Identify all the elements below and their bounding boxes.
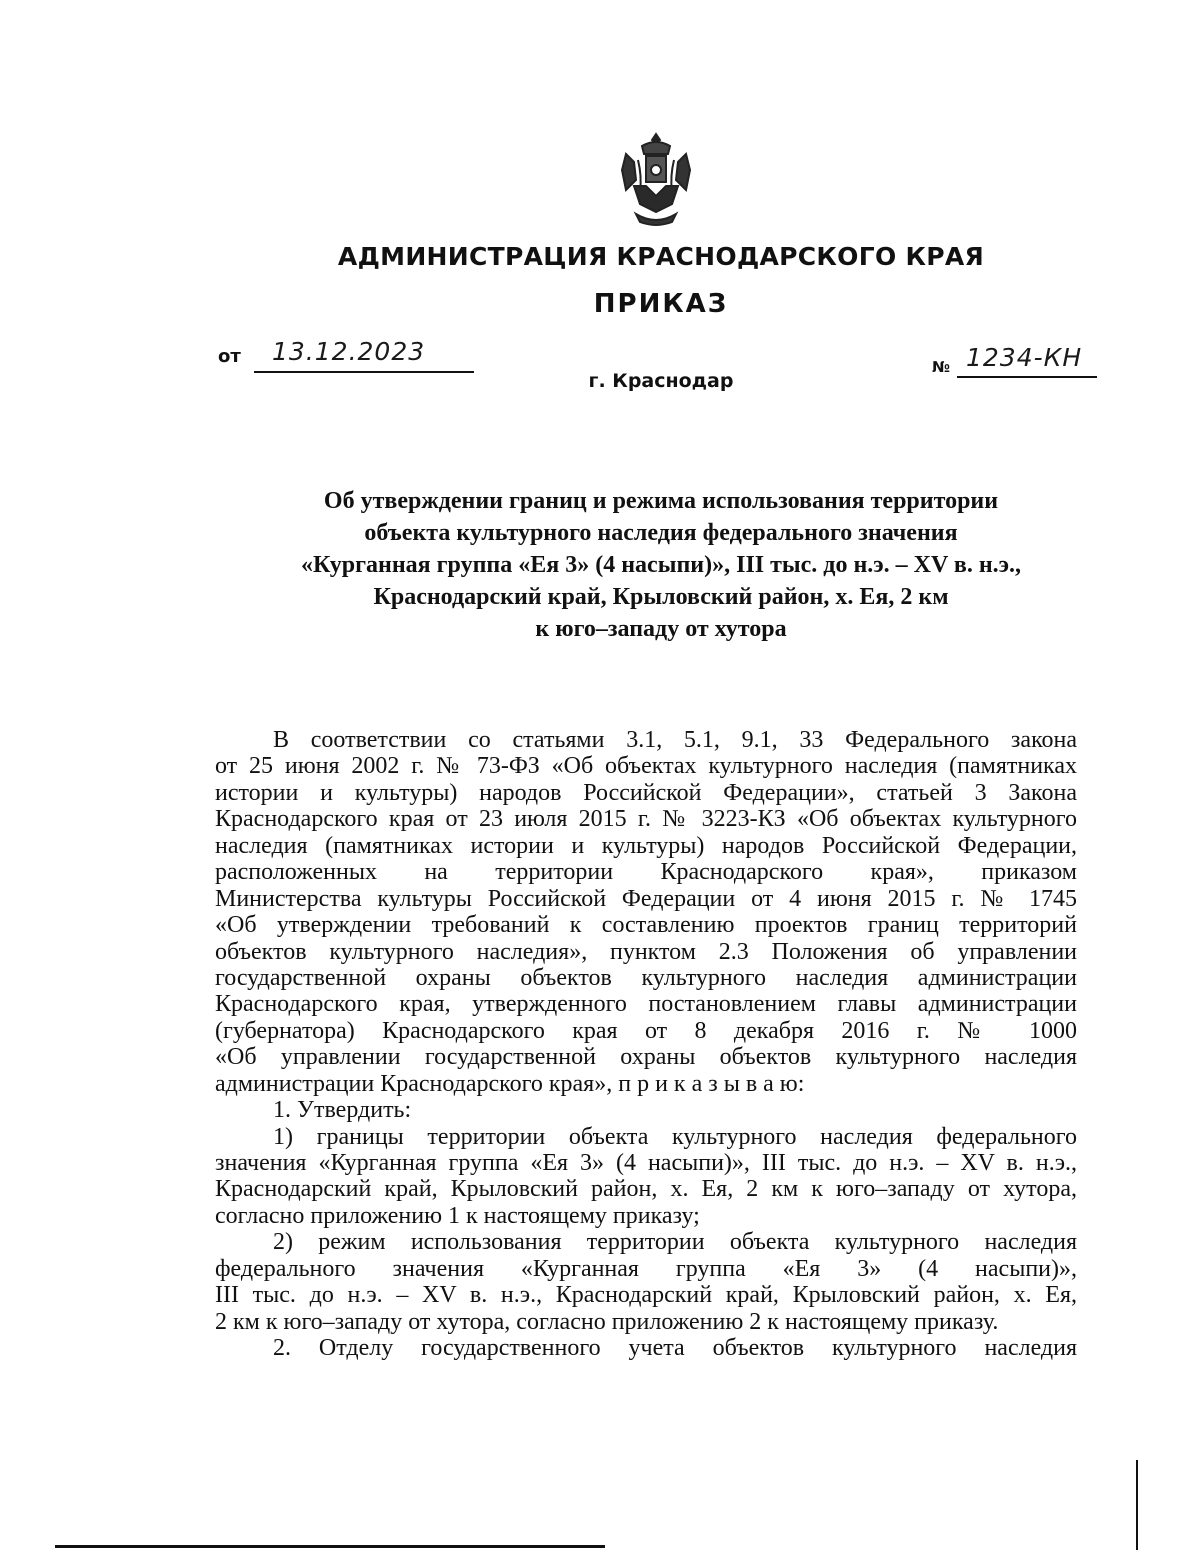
body-line: государственной охраны объектов культурного наследия администрации [215, 964, 1077, 991]
scan-edge-line [1136, 1460, 1138, 1550]
body-line: 1. Утвердить: [273, 1097, 412, 1124]
body-line: значения «Курганная группа «Ея 3» (4 насыпи)», III тыс. до н.э. – XV в. н.э., [215, 1150, 1077, 1176]
document-title [200, 485, 1122, 645]
body-line: (губернатора) Краснодарского края от 8 декабря 2016 г. № 1000 [215, 1017, 1077, 1044]
city: г. Краснодар [588, 370, 734, 392]
document-type: ПРИКАЗ [593, 289, 729, 319]
title-line: к юго–западу от хутора [535, 616, 787, 642]
coat-of-arms-emblem [612, 130, 700, 228]
body-line: наследия (памятниках истории и культуры) народов Российской Федерации, [215, 832, 1077, 859]
title-line: Краснодарский край, Крыловский район, х. Ея, 2 км [373, 584, 949, 610]
title-line: Об утверждении границ и режима использования территории [323, 488, 999, 514]
body-line: Краснодарского края от 23 июля 2015 г. № 3223-КЗ «Об объектах культурного [215, 806, 1077, 833]
body-line: «Об утверждении требований к составлению проектов границ территорий [215, 912, 1077, 939]
body-line: 2 км к юго–западу от хутора, согласно приложению 2 к настоящему приказу. [215, 1308, 999, 1335]
title-line: объекта культурного наследия федерального значения [364, 520, 958, 546]
scan-edge-line [55, 1545, 605, 1548]
body-line: 2. Отделу государственного учета объектов культурного наследия [273, 1335, 1077, 1362]
body-line: 2) режим использования территории объекта культурного наследия [273, 1229, 1077, 1256]
body-line: согласно приложению 1 к настоящему приказу; [215, 1202, 700, 1229]
body-line: объектов культурного наследия», пунктом 2.3 Положения об управлении [215, 938, 1077, 965]
body-line: Краснодарского края, утвержденного постановлением главы администрации [215, 991, 1077, 1018]
body-line: 1) границы территории объекта культурного наследия федерального [273, 1123, 1077, 1150]
title-line: «Курганная группа «Ея 3» (4 насыпи)», III тыс. до н.э. – XV в. н.э., [300, 552, 1022, 578]
number-label: № [932, 358, 951, 376]
date-value: 13.12.2023 [272, 337, 426, 366]
body-line: от 25 июня 2002 г. № 73-ФЗ «Об объектах культурного наследия (памятниках [215, 753, 1077, 780]
date-label: от [218, 346, 241, 367]
document-body [215, 727, 1077, 1362]
organization-name: АДМИНИСТРАЦИЯ КРАСНОДАРСКОГО КРАЯ [337, 242, 985, 271]
body-line: расположенных на территории Краснодарского края», приказом [215, 859, 1077, 886]
number-value: 1234-КН [966, 343, 1083, 372]
body-line: Министерства культуры Российской Федерации от 4 июня 2015 г. № 1745 [215, 885, 1077, 912]
body-line: администрации Краснодарского края», п р и к а з ы в а ю: [215, 1070, 805, 1097]
body-line: федерального значения «Курганная группа «Ея 3» (4 насыпи)», [215, 1255, 1077, 1282]
body-line: III тыс. до н.э. – XV в. н.э., Краснодарский край, Крыловский район, х. Ея, [215, 1282, 1077, 1309]
body-line: истории и культуры) народов Российской Федерации», статьей 3 Закона [215, 779, 1077, 806]
body-line: Краснодарский край, Крыловский район, х. Ея, 2 км к юго–западу от хутора, [215, 1176, 1077, 1203]
body-line: В соответствии со статьями 3.1, 5.1, 9.1, 33 Федерального закона [273, 727, 1077, 753]
body-line: «Об управлении государственной охраны объектов культурного наследия [215, 1044, 1077, 1071]
